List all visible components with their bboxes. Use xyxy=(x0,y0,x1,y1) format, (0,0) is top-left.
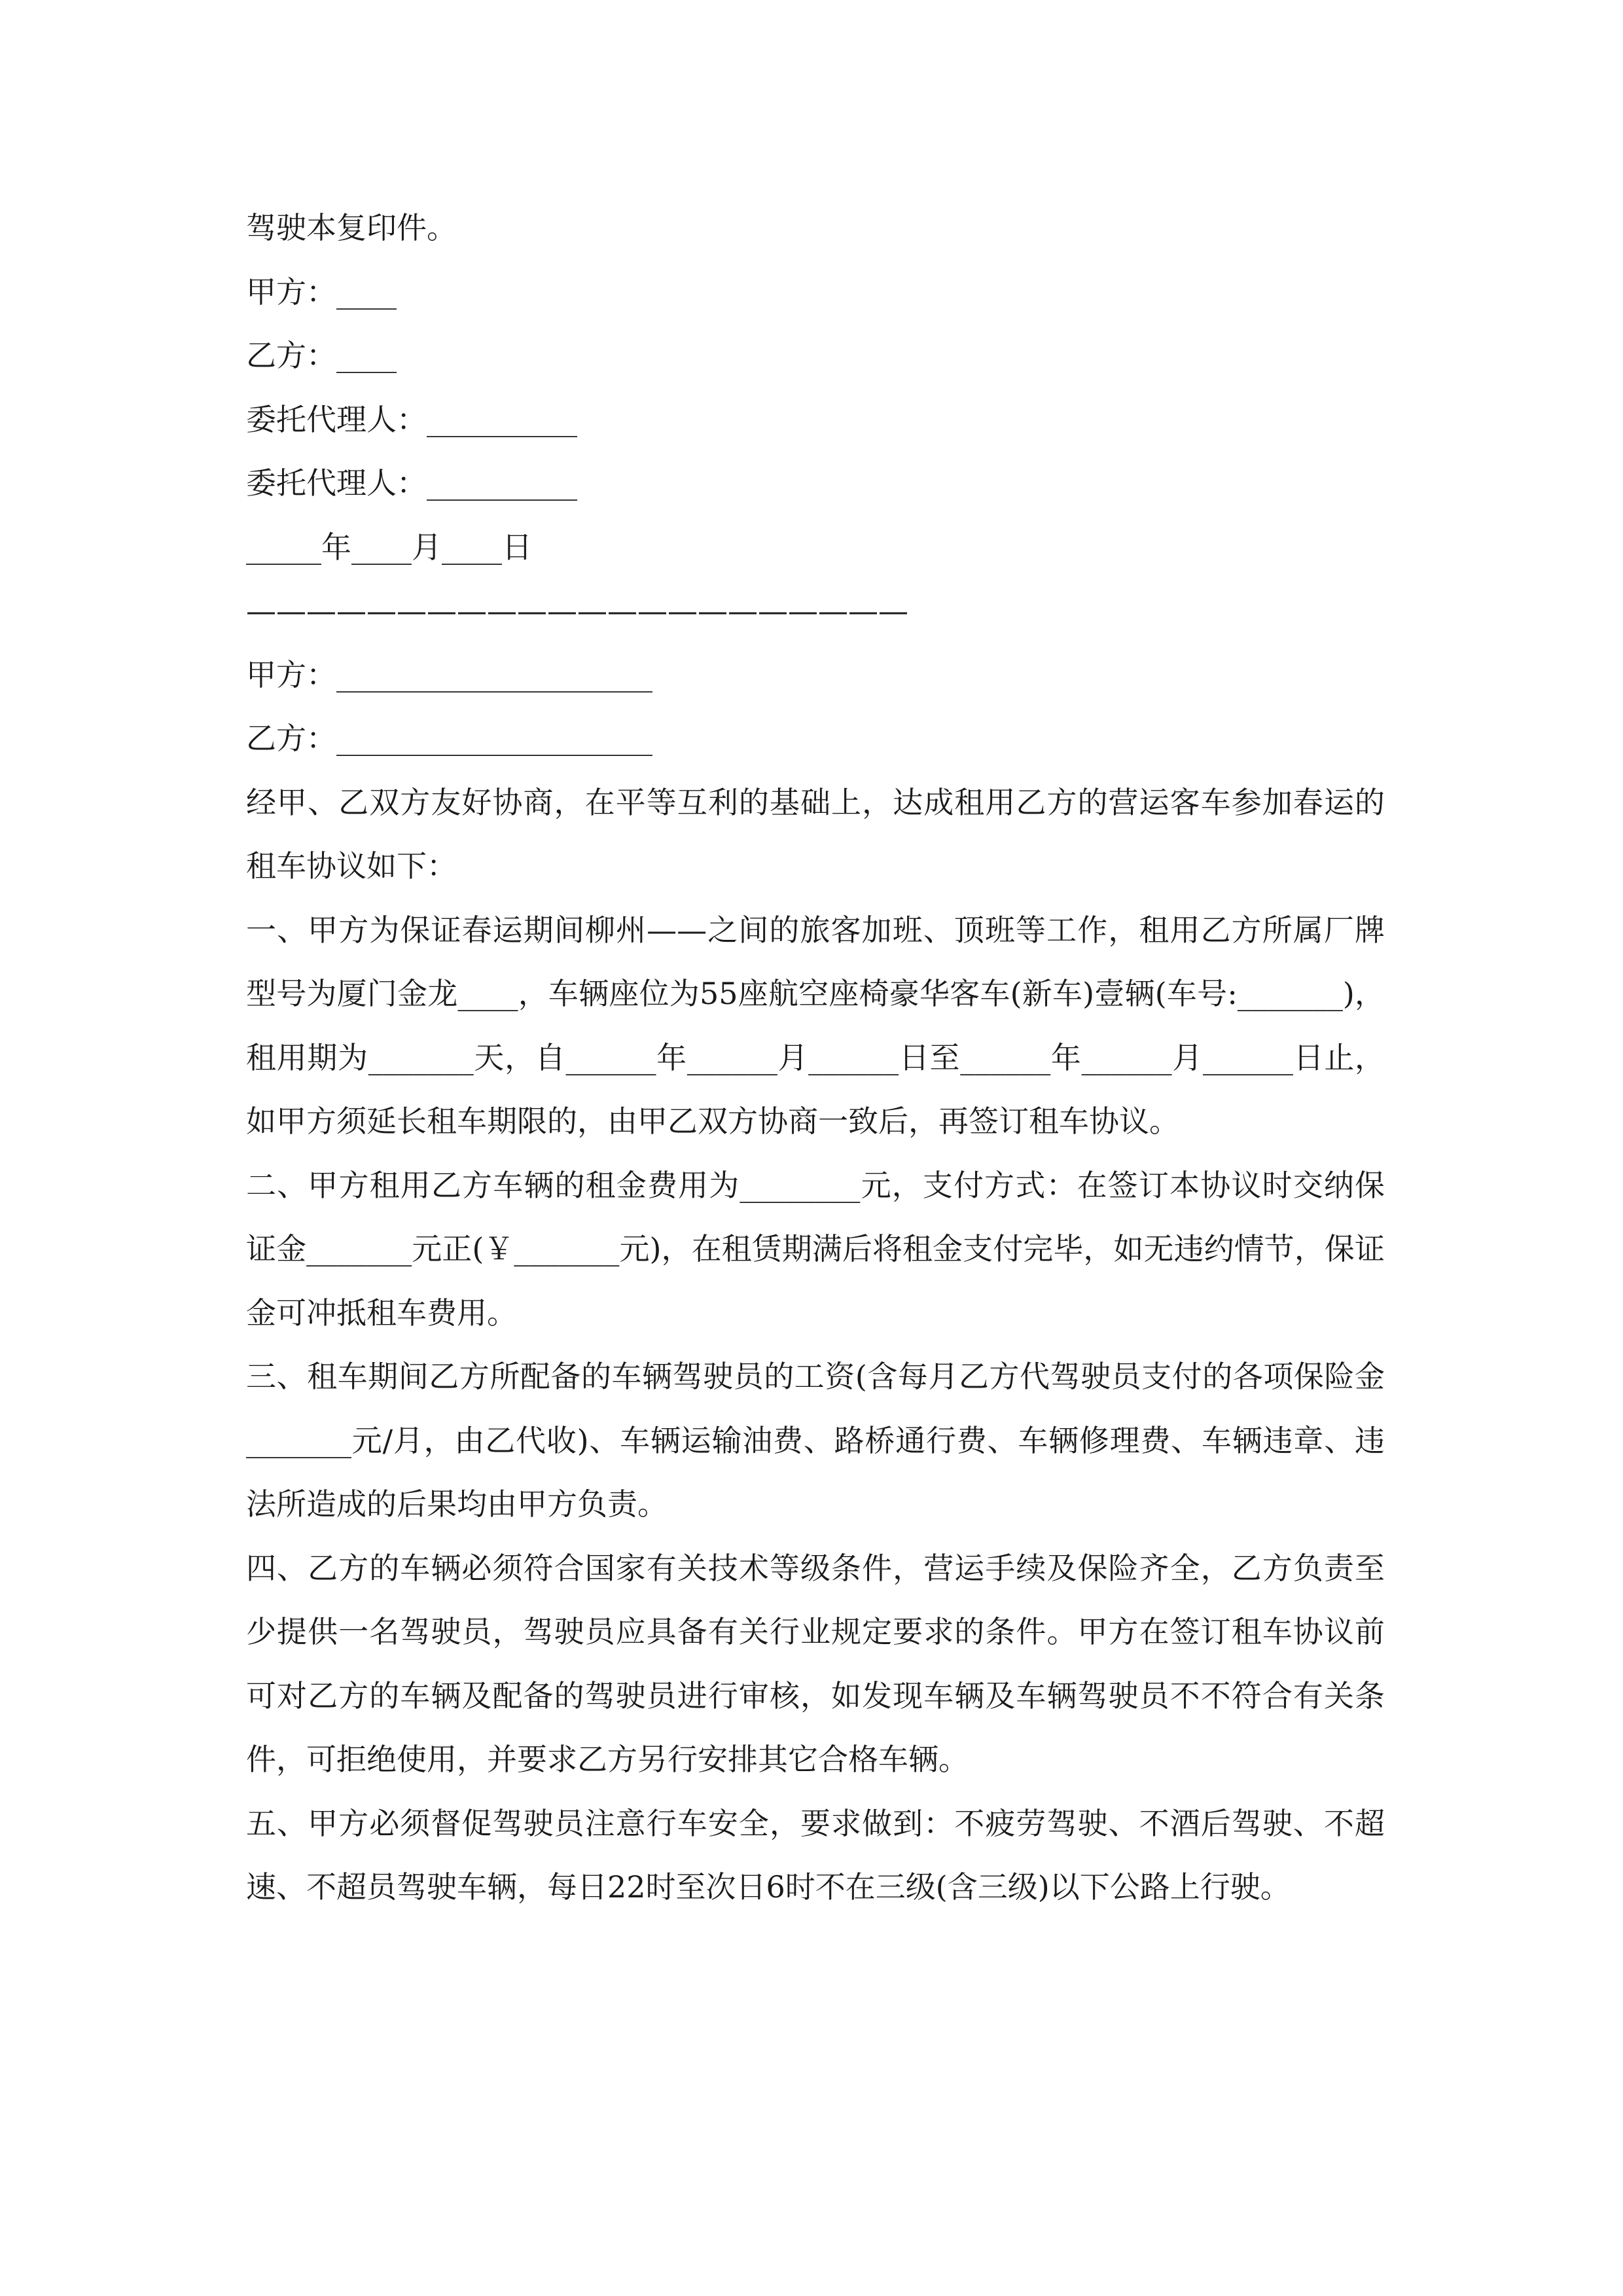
agent-blank: 委托代理人：__________ xyxy=(246,401,577,437)
party-b-header: 乙方：_____________________ xyxy=(246,721,652,756)
paragraph-clause-1: 一、甲方为保证春运期间柳州——之间的旅客加班、顶班等工作，租用乙方所属厂牌型号为厦门金龙____，车辆座位为55座航空座椅豪华客车(新车)壹辆(车号:_______)，租用期为_______天，自______年______月______日至______年______月______日止，如甲方须延长租车期限的，由甲乙双方协商一致后，再签订租车协议。 xyxy=(246,912,1385,1139)
paragraph-clause-2: 二、甲方租用乙方车辆的租金费用为________元，支付方式：在签订本协议时交纳保证金_______元正(￥_______元)，在租赁期满后将租金支付完毕，如无违约情节，保证金可冲抵租车费用。 xyxy=(246,1167,1385,1331)
paragraph-clause-3: 三、租车期间乙方所配备的车辆驾驶员的工资(含每月乙方代驾驶员支付的各项保险金_______元/月，由乙代收)、车辆运输油费、路桥通行费、车辆修理费、车辆违章、违法所造成的后果均由甲方负责。 xyxy=(246,1359,1385,1522)
text-line: 驾驶本复印件。 xyxy=(246,210,457,245)
separator-line: —————————————————————— xyxy=(246,593,908,628)
date-blank: _____年____月____日 xyxy=(246,529,532,565)
party-a-blank: 甲方：____ xyxy=(246,274,397,310)
paragraph-clause-4: 四、乙方的车辆必须符合国家有关技术等级条件，营运手续及保险齐全，乙方负责至少提供一名驾驶员，驾驶员应具备有关行业规定要求的条件。甲方在签订租车协议前可对乙方的车辆及配备的驾驶员进行审核，如发现车辆及车辆驾驶员不不符合有关条件，可拒绝使用，并要求乙方另行安排其它合格车辆。 xyxy=(246,1550,1385,1777)
party-b-blank: 乙方：____ xyxy=(246,338,397,373)
agent-blank: 委托代理人：__________ xyxy=(246,465,577,501)
party-a-header: 甲方：_____________________ xyxy=(246,656,652,692)
paragraph-intro: 经甲、乙双方友好协商，在平等互利的基础上，达成租用乙方的营运客车参加春运的租车协议如下： xyxy=(246,784,1385,884)
document-body xyxy=(246,196,1385,1920)
paragraph-clause-5: 五、甲方必须督促驾驶员注意行车安全，要求做到：不疲劳驾驶、不酒后驾驶、不超速、不超员驾驶车辆，每日22时至次日6时不在三级(含三级)以下公路上行驶。 xyxy=(246,1805,1385,1905)
